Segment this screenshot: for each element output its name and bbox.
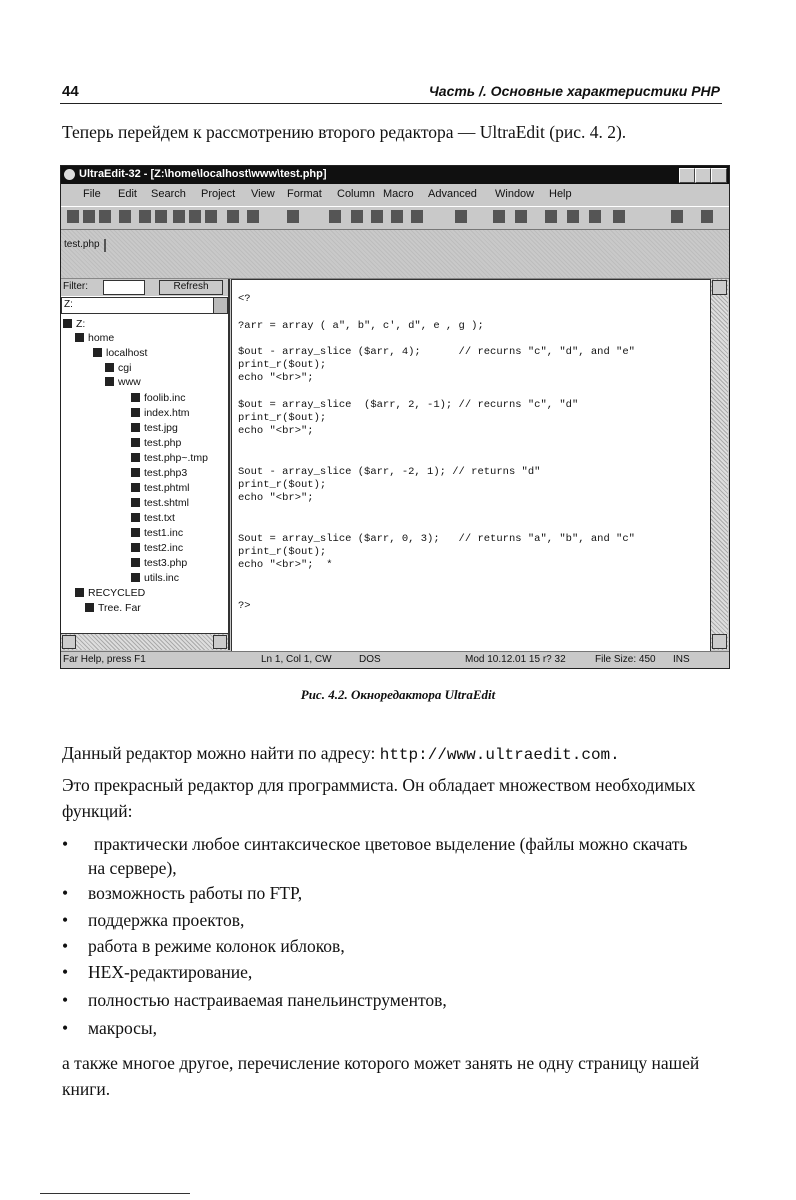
file-tab-bar [61,230,729,279]
tree-item[interactable]: utils.inc [131,572,179,584]
menu-advanced[interactable]: Advanced [428,188,477,200]
code-line: Sout = array_slice ($arr, 0, 3); // returns "a", "b", and "c" [238,533,635,545]
scroll-left-icon[interactable] [62,635,76,649]
tree-item[interactable]: Tree. Far [85,602,141,614]
status-position: Ln 1, Col 1, CW [261,654,332,665]
save-icon[interactable] [119,210,131,223]
recycle-bin-icon [75,588,84,597]
tile-icon[interactable] [567,210,579,223]
column-mode-icon[interactable] [493,210,505,223]
close-icon[interactable] [711,168,727,183]
figure-caption: Рис. 4.2. Окноредактора UltraEdit [300,687,496,702]
file-icon [131,528,140,537]
maximize-icon[interactable] [695,168,711,183]
ultraedit-screenshot [60,165,730,669]
tree-item[interactable]: test.php [131,437,181,449]
code-line: Sout - array_slice ($arr, -2, 1); // returns "d" [238,466,541,478]
drive-icon [63,319,72,328]
code-line: print_r($out); [238,479,327,491]
intro-paragraph: Теперь перейдем к рассмотрению второго редактора — UltraEdit (рис. 4. 2). [62,122,627,142]
tree-item[interactable]: index.htm [131,407,190,419]
folder-icon [105,363,114,372]
align-right-icon[interactable] [391,210,403,223]
cascade-icon[interactable] [589,210,601,223]
tree-item[interactable]: test.jpg [131,422,178,434]
file-icon [131,498,140,507]
minimize-icon[interactable] [679,168,695,183]
open-icon[interactable] [83,210,95,223]
refresh-button[interactable]: Refresh [159,280,223,295]
spell-check-icon[interactable] [671,210,683,223]
code-line: print_r($out); [238,359,327,371]
code-line: print_r($out); [238,546,327,558]
filter-input[interactable] [103,280,145,295]
menu-bar [61,185,729,204]
scroll-right-icon[interactable] [213,635,227,649]
menu-search[interactable]: Search [151,188,186,200]
code-line: print_r($out); [238,412,327,424]
menu-project[interactable]: Project [201,188,236,200]
running-title: Часть /. Основные характеристики PHP [428,83,720,99]
window-title: UltraEdit-32 - [Z:\home\localhost\www\test.php] [79,168,327,180]
file-icon [131,558,140,567]
folder-icon [105,377,114,386]
status-mode: INS [673,654,690,665]
tree-item[interactable]: test.txt [131,512,175,524]
file-icon [85,603,94,612]
binoculars-icon[interactable] [455,210,467,223]
align-center-icon[interactable] [371,210,383,223]
footer-rule [40,1193,190,1194]
scroll-up-icon[interactable] [712,280,727,295]
status-help: Far Help, press F1 [63,654,146,665]
filter-label: Filter: [63,281,88,292]
window-icon[interactable] [613,210,625,223]
indent-icon[interactable] [287,210,299,223]
tree-item[interactable]: test.shtml [131,497,189,509]
status-modified: Mod 10.12.01 15 r? 32 [465,654,566,665]
page-number: 44 [62,83,79,100]
drive-value: Z: [64,299,73,310]
status-bar [61,651,729,668]
tree-item[interactable]: test2.inc [131,542,183,554]
tree-hscrollbar[interactable] [61,633,228,650]
filter-row [61,279,228,296]
file-tree-pane [61,279,230,650]
file-icon [131,408,140,417]
close-file-icon[interactable] [99,210,111,223]
tree-item[interactable]: test3.php [131,557,187,569]
code-line: echo "<br>"; [238,372,314,384]
status-format: DOS [359,654,381,665]
copy-icon[interactable] [189,210,201,223]
tree-item[interactable]: foolib.inc [131,392,185,404]
align-left-icon[interactable] [351,210,363,223]
code-line: <? [238,293,251,305]
scroll-down-icon[interactable] [712,634,727,649]
tree-item[interactable]: home [75,332,114,344]
help-icon[interactable] [701,210,713,223]
menu-column[interactable]: Column [337,188,375,200]
tree-item[interactable]: test.php3 [131,467,187,479]
file-icon [131,468,140,477]
drive-select[interactable] [61,297,228,314]
replace-icon[interactable] [247,210,259,223]
file-tab[interactable]: test.php [64,239,106,252]
tree-item[interactable]: RECYCLED [75,587,145,599]
find-icon[interactable] [227,210,239,223]
tree-item[interactable]: localhost [93,347,147,359]
menu-file[interactable]: File [83,188,101,200]
justify-icon[interactable] [411,210,423,223]
tree-item[interactable]: Z: [63,318,85,330]
menu-view[interactable]: View [251,188,275,200]
menu-format[interactable]: Format [287,188,322,200]
folder-icon [75,333,84,342]
menu-help[interactable]: Help [549,188,572,200]
file-icon [131,393,140,402]
print-preview-icon[interactable] [155,210,167,223]
tree-item[interactable]: www [105,376,141,388]
file-icon [131,453,140,462]
code-editor[interactable] [231,279,711,652]
browser-icon[interactable] [329,210,341,223]
editor-vscrollbar[interactable] [710,279,728,650]
code-line: ?> [238,600,251,612]
code-line: ?arr = array ( a", b", c', d", e , g ); [238,320,484,332]
closing-paragraph: а также многое другое, перечисление которого может занять не одну страницу нашей книги. [62,1053,700,1099]
tree-item[interactable]: test.php~.tmp [131,452,208,464]
menu-edit[interactable]: Edit [118,188,137,200]
code-line: echo "<br>"; [238,425,314,437]
app-icon [64,169,75,180]
code-line: $out = array_slice ($arr, 2, -1); // recurns "c", "d" [238,399,579,411]
tree-item[interactable]: test.phtml [131,482,190,494]
code-line: echo "<br>"; [238,492,314,504]
code-line: $out - array_slice ($arr, 4); // recurns "c", "d", and "e" [238,346,635,358]
print-icon[interactable] [139,210,151,223]
macro-icon[interactable] [545,210,557,223]
folder-icon [93,348,102,357]
address-text: Данный редактор можно найти по адресу: [62,743,376,763]
toolbar [61,206,729,230]
tree-item[interactable]: cgi [105,362,131,374]
file-icon [131,543,140,552]
menu-window[interactable]: Window [495,188,535,200]
window-titlebar[interactable] [61,166,729,184]
new-icon[interactable] [67,210,79,223]
file-icon [131,573,140,582]
file-icon [131,483,140,492]
hex-icon[interactable] [515,210,527,223]
menu-macro[interactable]: Macro [383,188,414,200]
tree-item[interactable]: test1.inc [131,527,183,539]
status-file-size: File Size: 450 [595,654,656,665]
file-icon [131,513,140,522]
chevron-down-icon[interactable] [213,298,227,313]
header-rule [60,103,722,104]
cut-icon[interactable] [173,210,185,223]
address-url[interactable]: http://www.ultraedit.com. [379,746,620,764]
paste-icon[interactable] [205,210,217,223]
code-line: echo "<br>"; * [238,559,333,571]
file-icon [131,438,140,447]
address-paragraph [62,740,734,768]
features-intro: Это прекрасный редактор для программиста. Он обладает множеством необходимых функций: [62,775,696,821]
file-icon [131,423,140,432]
